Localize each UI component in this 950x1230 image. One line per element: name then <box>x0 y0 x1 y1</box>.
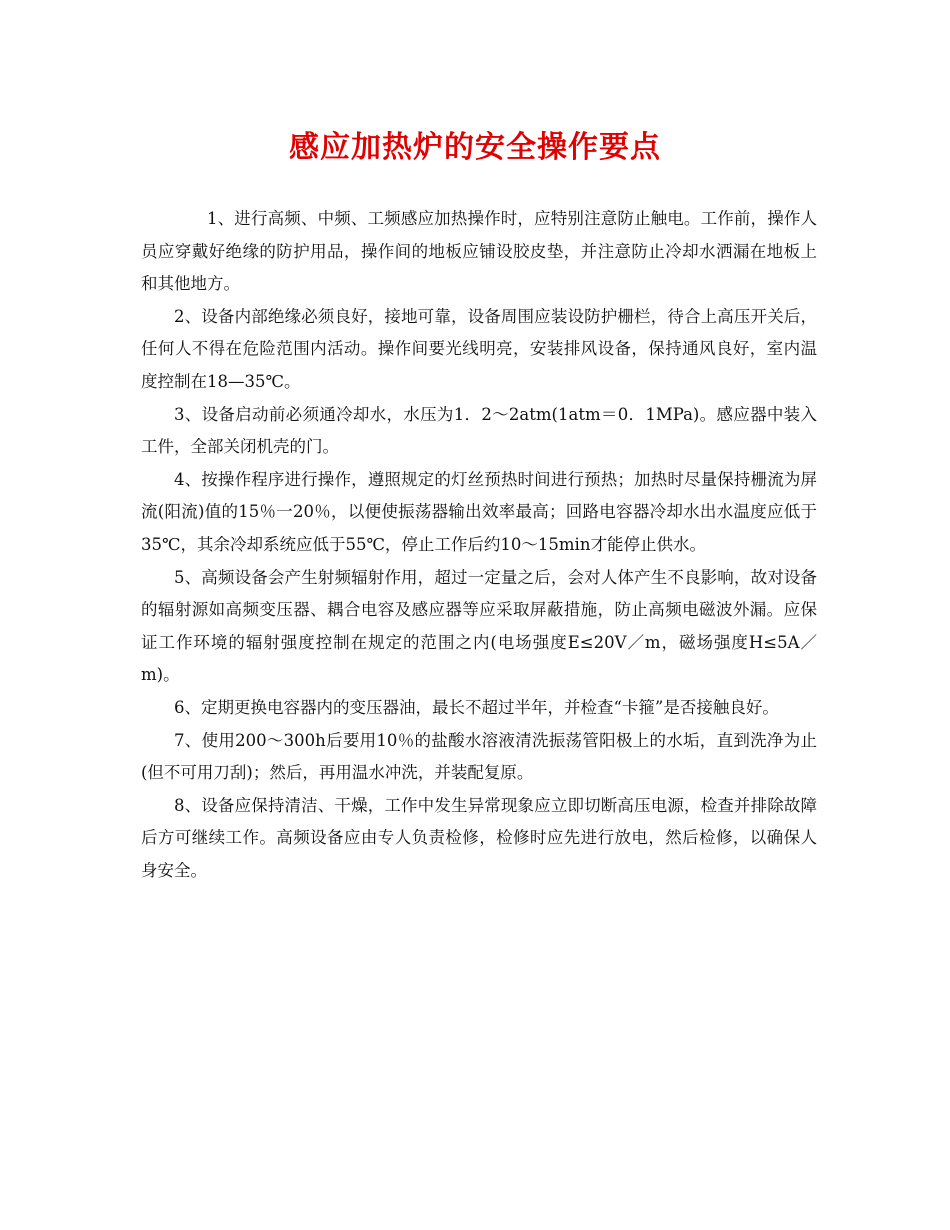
document-body <box>141 203 817 887</box>
paragraph-3: 3、设备启动前必须通冷却水，水压为1．2～2atm(1atm＝0．1MPa)。感应器中装入工件，全部关闭机壳的门。 <box>141 404 817 457</box>
paragraph-5: 5、高频设备会产生射频辐射作用，超过一定量之后，会对人体产生不良影响，故对设备的辐射源如高频变压器、耦合电容及感应器等应采取屏蔽措施，防止高频电磁波外漏。应保证工作环境的辐射强度控制在规定的范围之内(电场强度E≤20V／m，磁场强度H≤5A／m)。 <box>141 567 817 685</box>
paragraph-7: 7、使用200～300h后要用10％的盐酸水溶液清洗振荡管阳极上的水垢，直到洗净为止(但不可用刀刮)；然后，再用温水冲洗，并装配复原。 <box>141 730 817 783</box>
paragraph-4: 4、按操作程序进行操作，遵照规定的灯丝预热时间进行预热；加热时尽量保持栅流为屏流(阳流)值的15％一20％，以便使振荡器输出效率最高；回路电容器冷却水出水温度应低于35℃，其余冷却系统应低于55℃，停止工作后约10～15min才能停止供水。 <box>141 469 817 554</box>
paragraph-8: 8、设备应保持清洁、干燥，工作中发生异常现象应立即切断高压电源，检查并排除故障后方可继续工作。高频设备应由专人负责检修，检修时应先进行放电，然后检修，以确保人身安全。 <box>141 795 817 880</box>
paragraph-6: 6、定期更换电容器内的变压器油，最长不超过半年，并检查“卡箍”是否接触良好。 <box>174 697 779 717</box>
paragraph-1: 1、进行高频、中频、工频感应加热操作时，应特别注意防止触电。工作前，操作人员应穿戴好绝缘的防护用品，操作间的地板应铺设胶皮垫，并注意防止冷却水洒漏在地板上和其他地方。 <box>141 209 817 294</box>
document-title: 感应加热炉的安全操作要点 <box>289 130 661 165</box>
paragraph-2: 2、设备内部绝缘必须良好，接地可靠，设备周围应装设防护栅栏，待合上高压开关后，任何人不得在危险范围内活动。操作间要光线明亮，安装排风设备，保持通风良好，室内温度控制在18—35℃。 <box>141 306 817 391</box>
